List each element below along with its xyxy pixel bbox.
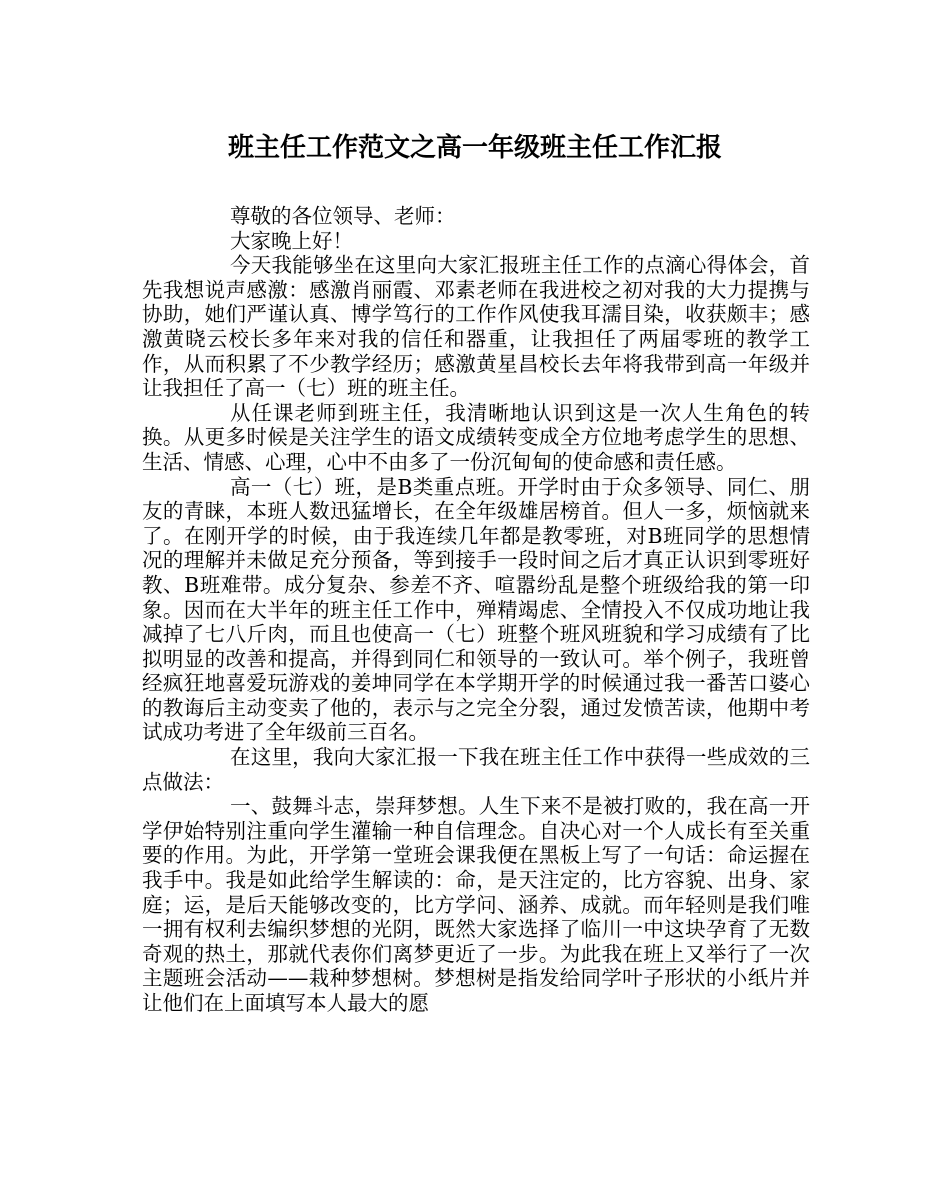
greeting-paragraph: 大家晚上好！ (230, 228, 353, 253)
body-paragraph: 从任课老师到班主任，我清晰地认识到这是一次人生角色的转换。从更多时候是关注学生的语文成绩转变成全方位地考虑学生的思想、生活、情感、心理，心中不由多了一份沉甸甸的使命感和责任感。 (142, 400, 810, 474)
body-paragraph: 在这里，我向大家汇报一下我在班主任工作中获得一些成效的三点做法： (142, 745, 810, 794)
body-paragraph: 高一（七）班，是B类重点班。开学时由于众多领导、同仁、朋友的青睐，本班人数迅猛增长，在全年级雄居榜首。但人一多，烦恼就来了。在刚开学的时候，由于我连续几年都是教零班，对B班同学的思想情况的理解并未做足充分预备，等到接手一段时间之后才真正认识到零班好教、B班难带。成分复杂、参差不齐、喧嚣纷乱是整个班级给我的第一印象。因而在大半年的班主任工作中，殚精竭虑、全情投入不仅成功地让我减掉了七八斤肉，而且也使高一（七）班整个班风班貌和学习成绩有了比拟明显的改善和提高，并得到同仁和领导的一致认可。举个例子，我班曾经疯狂地喜爱玩游戏的姜坤同学在本学期开学的时候通过我一番苦口婆心的教诲后主动变卖了他的，表示与之完全分裂，通过发愤苦读，他期中考试成功考进了全年级前三百名。 (142, 474, 810, 745)
document-title: 班主任工作范文之高一年级班主任工作汇报 (227, 133, 722, 163)
body-paragraph: 一、鼓舞斗志，崇拜梦想。人生下来不是被打败的，我在高一开学伊始特别注重向学生灌输一种自信理念。自决心对一个人成长有至关重要的作用。为此，开学第一堂班会课我便在黑板上写了一句话：命运握在我手中。我是如此给学生解读的：命，是天注定的，比方容貌、出身、家庭；运，是后天能够改变的，比方学问、涵养、成就。而年轻则是我们唯一拥有权利去编织梦想的光阴，既然大家选择了临川一中这块孕育了无数奇观的热土，那就代表你们离梦更近了一步。为此我在班上又举行了一次主题班会活动——栽种梦想树。梦想树是指发给同学叶子形状的小纸片并让他们在上面填写本人最大的愿 (142, 794, 810, 1015)
document-body (142, 204, 810, 1016)
body-paragraph: 今天我能够坐在这里向大家汇报班主任工作的点滴心得体会，首先我想说声感激：感激肖丽霞、邓素老师在我进校之初对我的大力提携与协助，她们严谨认真、博学笃行的工作作风使我耳濡目染，收获颇丰；感激黄晓云校长多年来对我的信任和器重，让我担任了两届零班的教学工作，从而积累了不少教学经历；感激黄星昌校长去年将我带到高一年级并让我担任了高一（七）班的班主任。 (142, 253, 810, 401)
salutation-paragraph: 尊敬的各位领导、老师： (230, 204, 456, 228)
